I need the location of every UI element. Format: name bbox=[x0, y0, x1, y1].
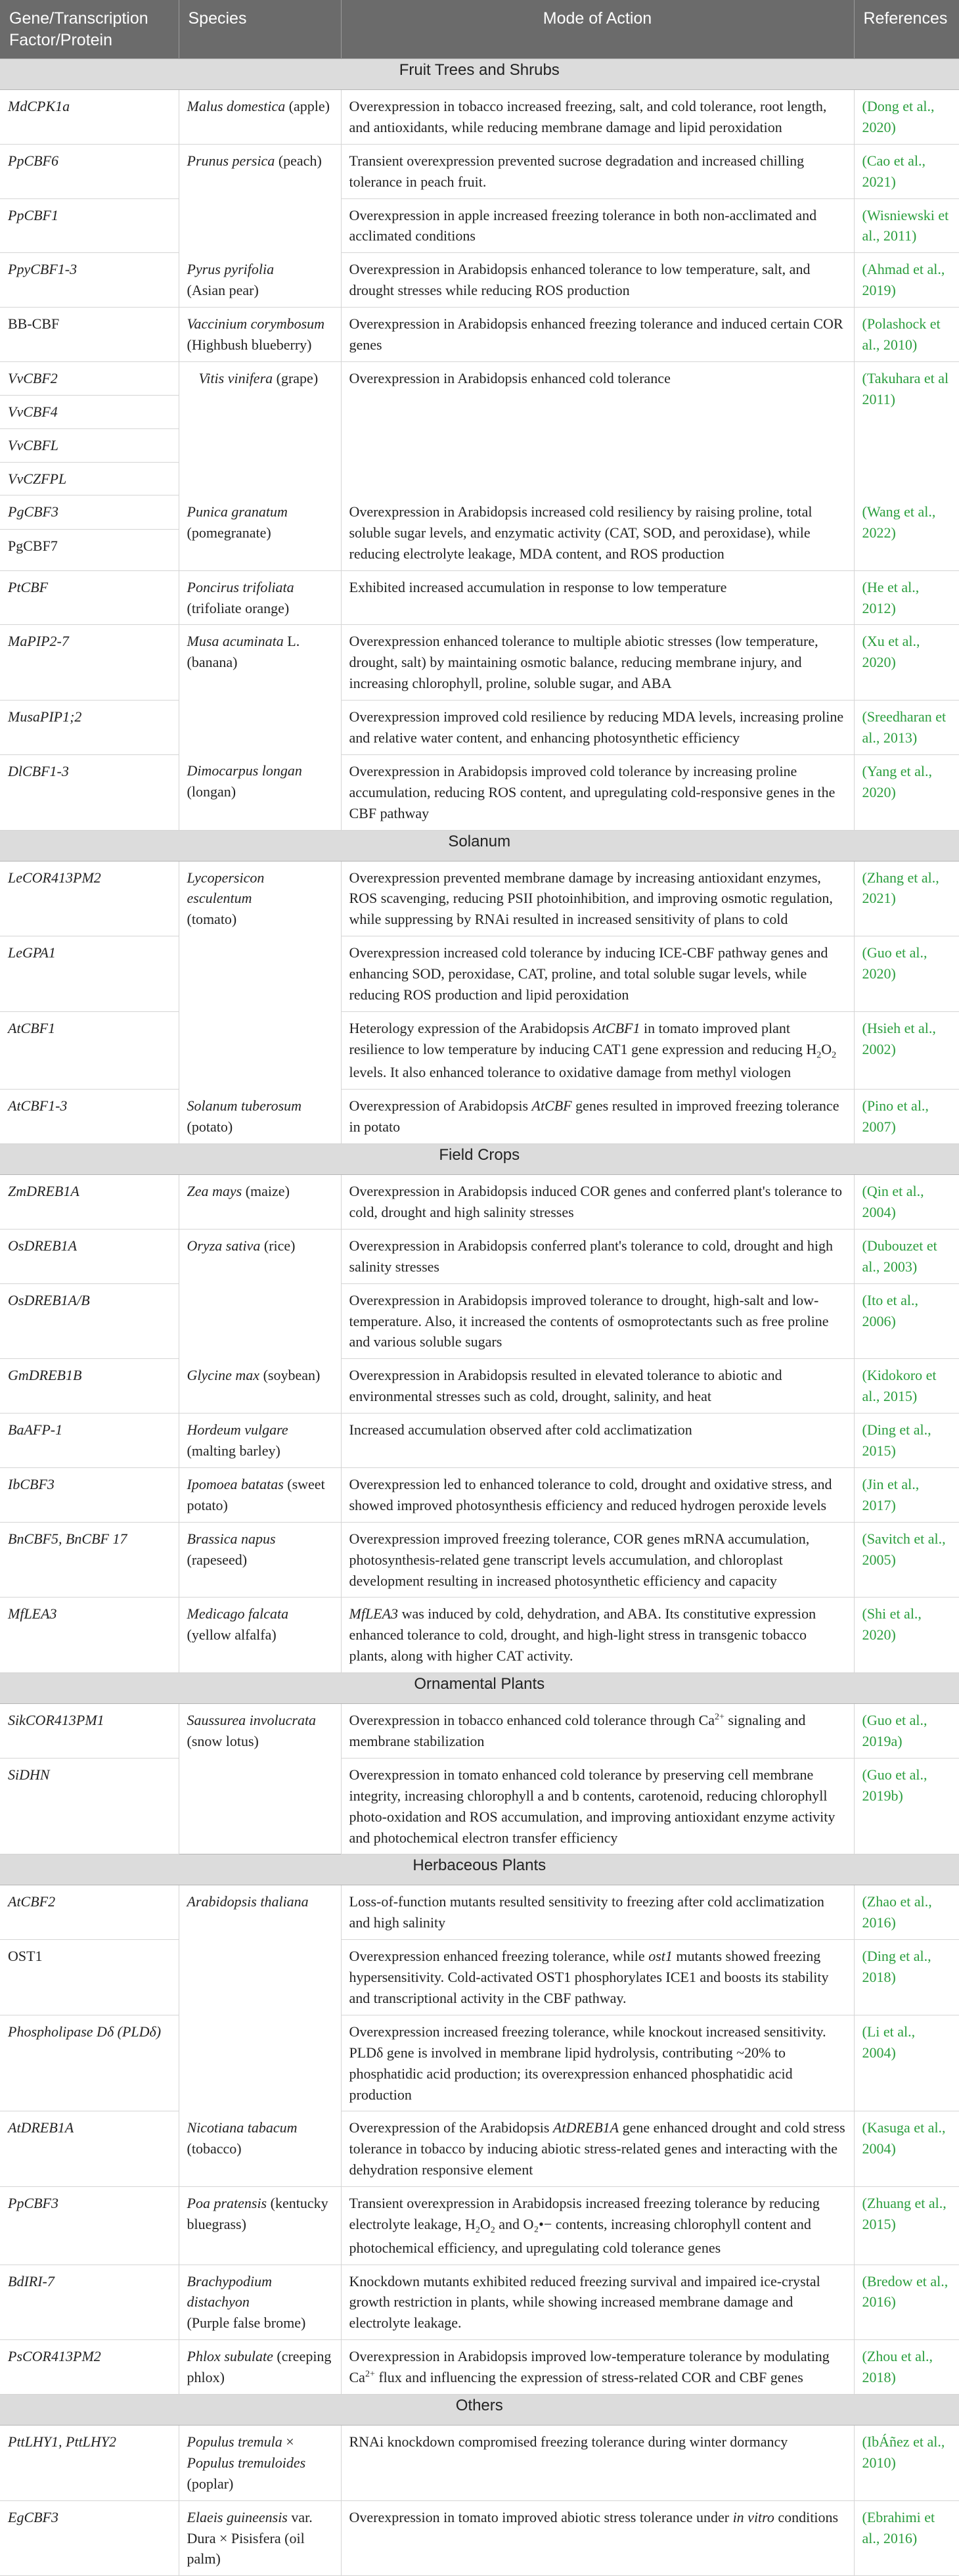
species-cell bbox=[179, 625, 341, 754]
reference-link[interactable]: (Zhuang et al., 2015) bbox=[854, 2187, 959, 2265]
species-scientific: Phlox subulate bbox=[187, 2348, 273, 2365]
reference-link[interactable]: (Guo et al., 2019a) bbox=[854, 1704, 959, 1759]
header-mode: Mode of Action bbox=[341, 0, 854, 59]
section-solanum: Solanum bbox=[0, 830, 959, 861]
reference-link[interactable]: (Ito et al., 2006) bbox=[854, 1283, 959, 1359]
mode-cell: Overexpression prevented membrane damage by increasing antioxidant enzymes, ROS scavenging, reducing PSII photoinhibition, and improving osmotic regulation, while suppressing by RNAi resulted in increased sensitivity of plans to cold bbox=[341, 861, 854, 936]
species-scientific: Pyrus pyrifolia bbox=[187, 260, 275, 277]
mode-text: Heterology expression of the Arabidopsis bbox=[349, 1019, 593, 1036]
species-scientific: Lycopersicon esculentum bbox=[187, 869, 265, 907]
species-scientific: Ipomoea batatas bbox=[187, 1475, 284, 1492]
mode-sub: 2 bbox=[816, 1050, 822, 1061]
species-cell bbox=[179, 2426, 341, 2501]
table-row bbox=[0, 754, 959, 830]
species-scientific: Punica granatum bbox=[187, 503, 288, 520]
section-ornamental: Ornamental Plants bbox=[0, 1673, 959, 1704]
table-row bbox=[0, 2426, 959, 2501]
species-common: (grape) bbox=[276, 369, 319, 386]
mode-text: Overexpression of the Arabidopsis bbox=[349, 2119, 553, 2136]
species-scientific: Arabidopsis thaliana bbox=[187, 1893, 309, 1910]
mode-gene: AtDREB1A bbox=[552, 2119, 619, 2136]
table-row bbox=[0, 2015, 959, 2111]
species-cell bbox=[179, 2340, 341, 2395]
gene-cell: MfLEA3 bbox=[0, 1598, 179, 1673]
mode-cell: Overexpression in Arabidopsis resulted in elevated tolerance to abiotic and environmental stresses such as cold, drought, salinity, and heat bbox=[341, 1359, 854, 1414]
gene-cell: PtCBF bbox=[0, 570, 179, 625]
section-row bbox=[0, 1144, 959, 1175]
species-cell bbox=[179, 90, 341, 145]
table-row bbox=[0, 1414, 959, 1468]
species-common: (rapeseed) bbox=[187, 1551, 248, 1568]
species-common: (malting barley) bbox=[187, 1442, 280, 1460]
reference-link[interactable]: (Wisniewski et al., 2011) bbox=[854, 198, 959, 253]
gene-cell: BdIRI-7 bbox=[0, 2265, 179, 2340]
mode-cell: Exhibited increased accumulation in response to low temperature bbox=[341, 570, 854, 625]
reference-link[interactable]: (Cao et al., 2021) bbox=[854, 144, 959, 198]
reference-link[interactable]: (Bredow et al., 2016) bbox=[854, 2265, 959, 2340]
reference-link[interactable]: (Yang et al., 2020) bbox=[854, 754, 959, 830]
species-scientific: Poncirus trifoliata bbox=[187, 578, 294, 595]
reference-link[interactable]: (Ebrahimi et al., 2016) bbox=[854, 2500, 959, 2576]
species-common: (peach) bbox=[278, 152, 322, 169]
reference-link[interactable]: (Sreedharan et al., 2013) bbox=[854, 701, 959, 755]
reference-link[interactable]: (He et al., 2012) bbox=[854, 570, 959, 625]
gene-cell: VvCBFL bbox=[0, 428, 179, 462]
reference-link[interactable]: (Dong et al., 2020) bbox=[854, 90, 959, 145]
species-scientific: Solanum tuberosum bbox=[187, 1097, 302, 1114]
species-cell bbox=[179, 144, 341, 253]
table-row bbox=[0, 1175, 959, 1230]
reference-link[interactable]: (Xu et al., 2020) bbox=[854, 625, 959, 701]
species-cell bbox=[179, 1090, 341, 1144]
mode-gene: AtCBF bbox=[531, 1097, 572, 1115]
reference-link[interactable]: (Pino et al., 2007) bbox=[854, 1090, 959, 1144]
mode-cell: Overexpression increased freezing tolerance, while knockout increased sensitivity. PLDδ gene is involved in membrane lipid hydrolysis, contributing ~20% to phosphatidic acid production; its overexpression enhanced phosphatidic acid production bbox=[341, 2015, 854, 2111]
gene-cell: AtCBF2 bbox=[0, 1885, 179, 1940]
mode-text: was induced by cold, dehydration, and ABA. Its constitutive expression enhanced tolerance to cold, drought, and high-light stress in transgenic tobacco plants, along with higher CAT activity. bbox=[349, 1605, 816, 1665]
gene-cell: OsDREB1A/B bbox=[0, 1283, 179, 1359]
gene-cell: SiDHN bbox=[0, 1758, 179, 1854]
species-cell bbox=[179, 570, 341, 625]
reference-link[interactable]: (Ahmad et al., 2019) bbox=[854, 253, 959, 308]
species-scientific: Populus tremula bbox=[187, 2433, 282, 2450]
species-cell bbox=[179, 1414, 341, 1468]
species-scientific: Vaccinium corymbosum bbox=[187, 315, 325, 333]
gene-cell: PpCBF1 bbox=[0, 198, 179, 253]
reference-link[interactable]: (Hsieh et al., 2002) bbox=[854, 1011, 959, 1089]
mode-text: Transient overexpression in Arabidopsis increased freezing tolerance by reducing electrolyte leakage, H bbox=[349, 2195, 820, 2232]
species-cell bbox=[179, 2111, 341, 2187]
species-common: (maize) bbox=[245, 1183, 290, 1200]
table-row bbox=[0, 1359, 959, 1414]
mode-text: genes resulted in improved freezing tolerance in potato bbox=[349, 1097, 839, 1136]
species-common: (tomato) bbox=[187, 911, 237, 928]
table-row bbox=[0, 1090, 959, 1144]
table-row bbox=[0, 861, 959, 936]
mode-sup: 2+ bbox=[715, 1712, 725, 1722]
mode-cell: Knockdown mutants exhibited reduced freezing survival and impaired ice-crystal growth restriction in plants, while showing increased membrane damage and electrolyte leakage. bbox=[341, 2265, 854, 2340]
species-common: var. Dura × Pisisfera (oil palm) bbox=[187, 2508, 313, 2567]
mode-text: in tomato improved plant resilience to low temperature by inducing CAT1 gene expression and reducing H bbox=[349, 1019, 817, 1057]
mode-cell: RNAi knockdown compromised freezing tolerance during winter dormancy bbox=[341, 2426, 854, 2501]
table-row bbox=[0, 1758, 959, 1854]
species-scientific: Prunus persica bbox=[187, 152, 275, 169]
gene-cell: PttLHY1, PttLHY2 bbox=[0, 2426, 179, 2501]
reference-link[interactable]: (Savitch et al., 2005) bbox=[854, 1522, 959, 1598]
mode-cell bbox=[341, 1598, 854, 1673]
reference-link[interactable]: (Guo et al., 2019b) bbox=[854, 1758, 959, 1854]
species-common: (poplar) bbox=[187, 2475, 234, 2492]
table-row bbox=[0, 1522, 959, 1598]
gene-cell: GmDREB1B bbox=[0, 1359, 179, 1414]
table-row bbox=[0, 361, 959, 395]
mode-gene: ost1 bbox=[648, 1948, 673, 1965]
mode-cell bbox=[341, 2340, 854, 2395]
mode-cell: Overexpression in Arabidopsis induced COR genes and conferred plant's tolerance to cold, drought and high salinity stresses bbox=[341, 1175, 854, 1230]
reference-link[interactable]: (Shi et al., 2020) bbox=[854, 1598, 959, 1673]
mode-text: signaling and membrane stabilization bbox=[349, 1712, 806, 1749]
table-row bbox=[0, 1885, 959, 1940]
mode-cell bbox=[341, 1011, 854, 1089]
header-refs: References bbox=[854, 0, 959, 59]
mode-text: flux and influencing the expression of stress-related COR and CBF genes bbox=[374, 2369, 803, 2386]
mode-cell: Overexpression in tomato enhanced cold tolerance by preserving cell membrane integrity, increasing chlorophyll a and b contents, carotenoid, reducing chlorophyll photo-oxidation and ROS accumulation, and improving antioxidant enzyme activity and photochemical electron transfer efficiency bbox=[341, 1758, 854, 1854]
table-row bbox=[0, 253, 959, 308]
mode-cell: Overexpression improved freezing tolerance, COR genes mRNA accumulation, photosynthesis-related gene transcript levels accumulation, and chloroplast development resulting in increased photosynthetic efficiency and capacity bbox=[341, 1522, 854, 1598]
table-row bbox=[0, 936, 959, 1012]
table-row bbox=[0, 2111, 959, 2187]
mode-gene: in vitro bbox=[732, 2508, 774, 2525]
species-common: (rice) bbox=[263, 1237, 296, 1254]
mode-cell: Overexpression in Arabidopsis enhanced cold tolerance bbox=[341, 361, 854, 495]
table-row bbox=[0, 90, 959, 145]
table-row bbox=[0, 1283, 959, 1359]
species-scientific: Hordeum vulgare bbox=[187, 1421, 288, 1438]
gene-cell: PpyCBF1-3 bbox=[0, 253, 179, 308]
table-row bbox=[0, 144, 959, 198]
species-common: (longan) bbox=[187, 783, 236, 800]
mode-cell: Overexpression in apple increased freezing tolerance in both non-acclimated and acclimated conditions bbox=[341, 198, 854, 253]
gene-cell: EgCBF3 bbox=[0, 2500, 179, 2576]
table-row bbox=[0, 1011, 959, 1089]
species-common: (kentucky bluegrass) bbox=[187, 2195, 328, 2232]
species-scientific: Brachypodium distachyon bbox=[187, 2272, 273, 2311]
reference-link[interactable]: (Li et al., 2004) bbox=[854, 2015, 959, 2111]
species-common: (yellow alfalfa) bbox=[187, 1626, 277, 1644]
table-row bbox=[0, 1940, 959, 2015]
mode-cell: Overexpression enhanced tolerance to multiple abiotic stresses (low temperature, drought, salt) by maintaining osmotic balance, reducing membrane injury, and increasing chlorophyll, proline, soluble sugar, and ABA bbox=[341, 625, 854, 701]
species-scientific: Elaeis guineensis bbox=[187, 2508, 288, 2525]
species-cell bbox=[179, 1467, 341, 1522]
gene-cell: MaPIP2-7 bbox=[0, 625, 179, 701]
species-scientific: Nicotiana tabacum bbox=[187, 2119, 298, 2136]
table-row bbox=[0, 2500, 959, 2576]
gene-cell: PpCBF3 bbox=[0, 2187, 179, 2265]
species-common: (Highbush blueberry) bbox=[187, 336, 312, 354]
species-cell bbox=[179, 754, 341, 830]
mode-cell: Loss-of-function mutants resulted sensitivity to freezing after cold acclimatization and high salinity bbox=[341, 1885, 854, 1940]
mode-text: and O₂•− contents, increasing chlorophyll content and photochemical efficiency, and upregulating cold tolerance genes bbox=[349, 2215, 811, 2256]
mode-text: gene enhanced drought and cold stress tolerance in tobacco by inducing abiotic stress-related genes and interacting with the dehydration responsive element bbox=[349, 2119, 845, 2178]
mode-text: levels. It also enhanced tolerance to oxidative damage from methyl viologen bbox=[349, 1064, 792, 1081]
mode-cell: Overexpression in tobacco increased freezing, salt, and cold tolerance, root length, and antioxidants, while reducing membrane damage and lipid peroxidation bbox=[341, 90, 854, 145]
gene-cell: LeCOR413PM2 bbox=[0, 861, 179, 936]
gene-cell: PgCBF7 bbox=[0, 529, 179, 570]
section-row bbox=[0, 59, 959, 90]
gene-cell: PsCOR413PM2 bbox=[0, 2340, 179, 2395]
mode-sub: 2 bbox=[832, 1050, 837, 1061]
gene-cell: AtCBF1-3 bbox=[0, 1090, 179, 1144]
table-row bbox=[0, 2187, 959, 2265]
mode-cell: Overexpression in Arabidopsis conferred plant's tolerance to cold, drought and high salinity stresses bbox=[341, 1229, 854, 1283]
gene-cell: PpCBF6 bbox=[0, 144, 179, 198]
mode-text: O bbox=[480, 2215, 491, 2232]
mode-cell bbox=[341, 2187, 854, 2265]
species-cell bbox=[179, 1885, 341, 2111]
mode-gene: MfLEA3 bbox=[349, 1605, 399, 1622]
mode-sub: 2 bbox=[475, 2225, 480, 2236]
table-row bbox=[0, 1704, 959, 1759]
species-cell bbox=[179, 1598, 341, 1673]
species-scientific: Malus domestica bbox=[187, 98, 286, 114]
mode-cell bbox=[341, 2500, 854, 2576]
species-common: (apple) bbox=[288, 98, 330, 114]
section-row bbox=[0, 1673, 959, 1704]
gene-cell: OsDREB1A bbox=[0, 1229, 179, 1283]
species-scientific: Saussurea involucrata bbox=[187, 1712, 317, 1729]
table-row bbox=[0, 495, 959, 529]
gene-cell: VvCBF4 bbox=[0, 395, 179, 428]
gene-cell: VvCBF2 bbox=[0, 361, 179, 395]
mode-text: Overexpression in tobacco enhanced cold tolerance through Ca bbox=[349, 1712, 715, 1729]
mode-cell: Overexpression in Arabidopsis enhanced tolerance to low temperature, salt, and drought stresses while reducing ROS production bbox=[341, 253, 854, 308]
reference-link[interactable]: (Ding et al., 2015) bbox=[854, 1414, 959, 1468]
table-row bbox=[0, 1229, 959, 1283]
gene-cell: PgCBF3 bbox=[0, 495, 179, 529]
species-cell bbox=[179, 1704, 341, 1854]
mode-cell: Overexpression led to enhanced tolerance to cold, drought and oxidative stress, and showed improved photosynthesis efficiency and reduced hydrogen peroxide levels bbox=[341, 1467, 854, 1522]
gene-cell: VvCZFPL bbox=[0, 462, 179, 495]
mode-cell: Overexpression in Arabidopsis enhanced freezing tolerance and induced certain COR genes bbox=[341, 308, 854, 362]
gene-cell: MusaPIP1;2 bbox=[0, 701, 179, 755]
gene-cell: BaAFP-1 bbox=[0, 1414, 179, 1468]
reference-link[interactable]: (Takuhara et al 2011) bbox=[862, 369, 949, 407]
species-cell bbox=[179, 2187, 341, 2265]
mode-cell bbox=[341, 1090, 854, 1144]
mode-sub: 2 bbox=[490, 2225, 495, 2236]
species-common: (potato) bbox=[187, 1118, 233, 1135]
table-row bbox=[0, 625, 959, 701]
mode-gene: AtCBF1 bbox=[592, 1019, 640, 1036]
table-row bbox=[0, 570, 959, 625]
table-row bbox=[0, 2340, 959, 2395]
reference-link[interactable]: (Guo et al., 2020) bbox=[854, 936, 959, 1012]
gene-cell: IbCBF3 bbox=[0, 1467, 179, 1522]
mode-cell bbox=[341, 1940, 854, 2015]
species-scientific: Poa pratensis bbox=[187, 2195, 267, 2212]
gene-cell: AtDREB1A bbox=[0, 2111, 179, 2187]
section-others: Others bbox=[0, 2395, 959, 2426]
species-cell bbox=[179, 2500, 341, 2576]
section-row bbox=[0, 2395, 959, 2426]
species-scientific: Musa acuminata bbox=[187, 633, 284, 650]
species-cell bbox=[179, 253, 341, 308]
mode-cell: Overexpression in Arabidopsis improved cold tolerance by increasing proline accumulation, reducing ROS content, and upregulating cold-responsive genes in the CBF pathway bbox=[341, 754, 854, 830]
species-separator: × bbox=[282, 2433, 294, 2450]
species-common: (pomegranate) bbox=[187, 524, 271, 541]
mode-cell: Increased accumulation observed after cold acclimatization bbox=[341, 1414, 854, 1468]
gene-cell: MdCPK1a bbox=[0, 90, 179, 145]
species-common: L. (banana) bbox=[187, 633, 300, 671]
section-fruit: Fruit Trees and Shrubs bbox=[0, 59, 959, 90]
species-common: (Purple false brome) bbox=[187, 2314, 306, 2332]
gene-cell: DlCBF1-3 bbox=[0, 754, 179, 830]
species-common: (soybean) bbox=[263, 1366, 321, 1383]
section-row bbox=[0, 830, 959, 861]
table-header-row bbox=[0, 0, 959, 59]
table-row bbox=[0, 2265, 959, 2340]
reference-link[interactable]: (Polashock et al., 2010) bbox=[854, 308, 959, 362]
mode-cell: Overexpression improved cold resilience by reducing MDA levels, increasing proline and relative water content, and enhancing photosynthetic efficiency bbox=[341, 701, 854, 755]
mode-cell: Overexpression in Arabidopsis improved tolerance to drought, high-salt and low-temperature. Also, it increased the contents of osmoprotectants such as free proline and various soluble sugars bbox=[341, 1283, 854, 1359]
species-scientific: Glycine max bbox=[187, 1366, 260, 1383]
reference-link[interactable]: (IbÁñez et al., 2010) bbox=[854, 2426, 959, 2501]
gene-cell: BnCBF5, BnCBF 17 bbox=[0, 1522, 179, 1598]
reference-link[interactable]: (Ding et al., 2018) bbox=[854, 1940, 959, 2015]
mode-cell: Overexpression increased cold tolerance by inducing ICE-CBF pathway genes and enhancing SOD, peroxidase, CAT, proline, and total soluble sugar levels, while reducing ROS production and lipid peroxidation bbox=[341, 936, 854, 1012]
species-cell bbox=[179, 361, 341, 495]
species-scientific: Brassica napus bbox=[187, 1530, 276, 1547]
reference-link[interactable]: (Zhou et al., 2018) bbox=[854, 2340, 959, 2395]
table-row bbox=[0, 308, 959, 362]
reference-link[interactable]: (Zhao et al., 2016) bbox=[854, 1885, 959, 1940]
section-herbaceous: Herbaceous Plants bbox=[0, 1854, 959, 1885]
species-cell bbox=[179, 495, 341, 570]
mode-cell bbox=[341, 1704, 854, 1759]
species-cell bbox=[179, 1359, 341, 1414]
header-species: Species bbox=[179, 0, 341, 59]
mode-text: O bbox=[821, 1040, 832, 1057]
gene-cell: ZmDREB1A bbox=[0, 1175, 179, 1230]
mode-cell: Transient overexpression prevented sucrose degradation and increased chilling tolerance in peach fruit. bbox=[341, 144, 854, 198]
species-common: (trifoliate orange) bbox=[187, 599, 290, 616]
table-row bbox=[0, 701, 959, 755]
gene-cell: OST1 bbox=[0, 1940, 179, 2015]
mode-text: Overexpression enhanced freezing tolerance, while bbox=[349, 1948, 649, 1965]
mode-text: mutants showed freezing hypersensitivity. Cold-activated OST1 phosphorylates ICE1 and boosts its stability and transcriptional activity in the CBF pathway. bbox=[349, 1948, 829, 2006]
species-scientific: Zea mays bbox=[187, 1183, 242, 1200]
mode-text: Overexpression in Arabidopsis improved low-temperature tolerance by modulating Ca bbox=[349, 2348, 830, 2386]
reference-link[interactable]: (Kidokoro et al., 2015) bbox=[854, 1359, 959, 1414]
mode-text: Overexpression of Arabidopsis bbox=[349, 1097, 532, 1115]
table-row bbox=[0, 1598, 959, 1673]
gene-cell: Phospholipase Dδ (PLDδ) bbox=[0, 2015, 179, 2111]
reference-link[interactable]: (Dubouzet et al., 2003) bbox=[854, 1229, 959, 1283]
species-common: (sweet potato) bbox=[187, 1475, 325, 1513]
mode-sup: 2+ bbox=[365, 2369, 375, 2380]
reference-link[interactable]: (Wang et al., 2022) bbox=[854, 495, 959, 570]
section-row bbox=[0, 1854, 959, 1885]
mode-text: Overexpression in tomato improved abiotic stress tolerance under bbox=[349, 2508, 733, 2525]
table-row bbox=[0, 198, 959, 253]
section-field: Field Crops bbox=[0, 1144, 959, 1175]
gene-cell: LeGPA1 bbox=[0, 936, 179, 1012]
species-scientific: Dimocarpus longan bbox=[187, 762, 302, 779]
reference-link[interactable]: (Jin et al., 2017) bbox=[854, 1467, 959, 1522]
reference-link[interactable]: (Kasuga et al., 2004) bbox=[854, 2111, 959, 2187]
gene-cell: BB-CBF bbox=[0, 308, 179, 362]
species-scientific: Populus tremuloides bbox=[187, 2454, 306, 2471]
species-common: (tobacco) bbox=[187, 2140, 242, 2157]
mode-cell: Overexpression in Arabidopsis increased cold resiliency by raising proline, total soluble sugar levels, and enzymatic activity (CAT, SOD, and peroxidase), while reducing electrolyte leakage, MDA content, and ROS production bbox=[341, 495, 854, 570]
reference-link[interactable]: (Zhang et al., 2021) bbox=[854, 861, 959, 936]
species-cell bbox=[179, 861, 341, 1090]
mode-text: conditions bbox=[774, 2508, 839, 2525]
gene-cell: SikCOR413PM1 bbox=[0, 1704, 179, 1759]
table-row bbox=[0, 1467, 959, 1522]
species-common: (Asian pear) bbox=[187, 281, 259, 298]
mode-cell bbox=[341, 2111, 854, 2187]
species-scientific: Oryza sativa bbox=[187, 1237, 261, 1254]
reference-link[interactable]: (Qin et al., 2004) bbox=[854, 1175, 959, 1230]
gene-cell: AtCBF1 bbox=[0, 1011, 179, 1089]
species-cell bbox=[179, 2265, 341, 2340]
header-gene: Gene/Transcription Factor/Protein bbox=[0, 0, 179, 59]
species-common: (snow lotus) bbox=[187, 1732, 259, 1749]
species-cell bbox=[179, 1175, 341, 1230]
species-scientific: Medicago falcata bbox=[187, 1605, 289, 1622]
species-cell bbox=[179, 1229, 341, 1358]
species-cell bbox=[179, 308, 341, 362]
species-scientific: Vitis vinifera bbox=[198, 369, 273, 386]
species-cell bbox=[179, 1522, 341, 1598]
species-common: (creeping phlox) bbox=[187, 2348, 332, 2386]
